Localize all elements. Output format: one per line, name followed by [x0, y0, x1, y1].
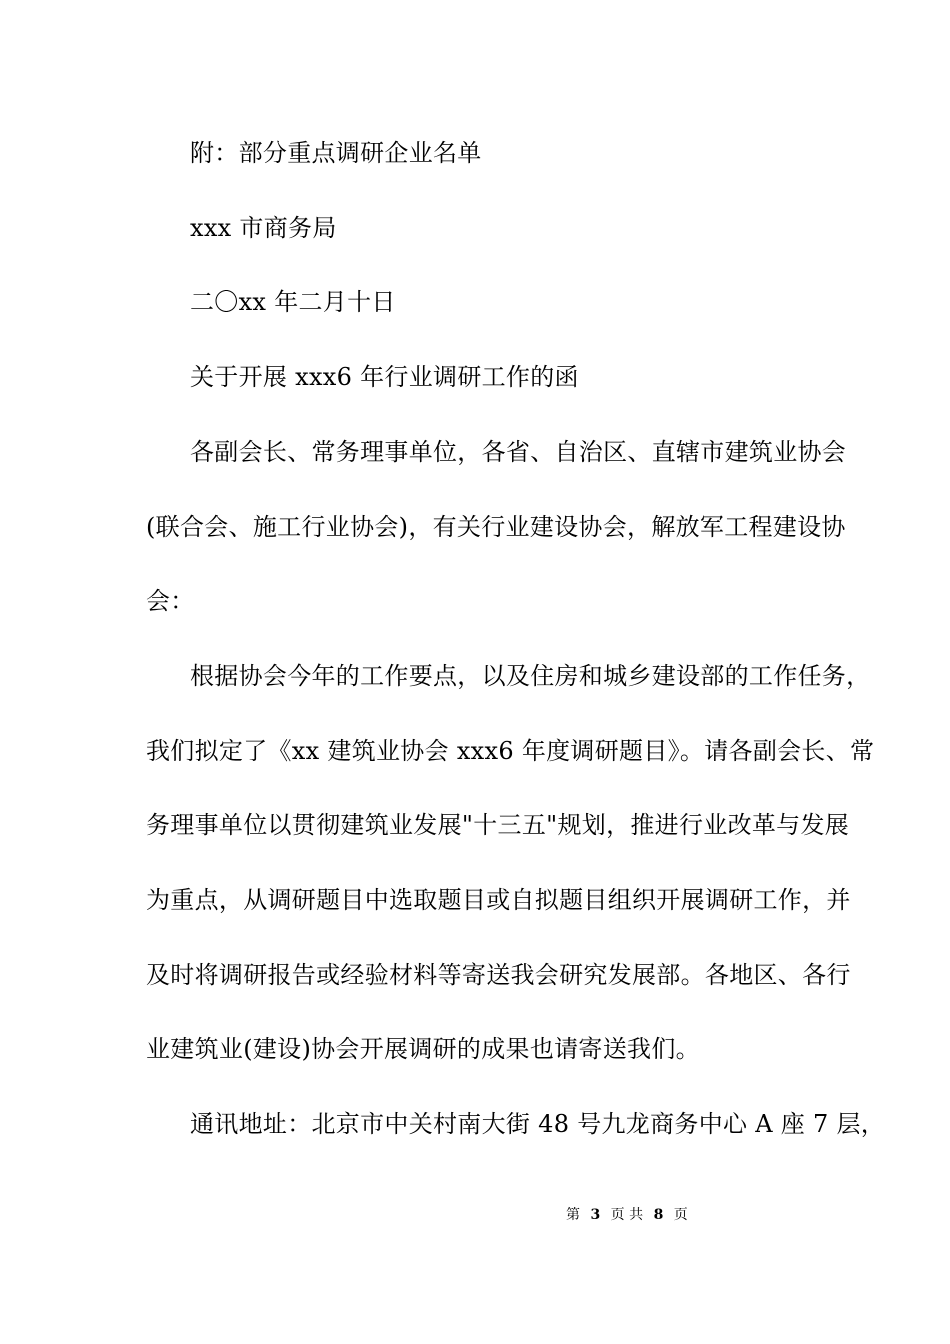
appendix-note: 附：部分重点调研企业名单	[190, 139, 482, 167]
current-page-number: 3	[590, 1207, 601, 1223]
body-line: 务理事单位以贯彻建筑业发展"十三五"规划，推进行业改革与发展	[146, 811, 850, 839]
body-line: 根据协会今年的工作要点，以及住房和城乡建设部的工作任务，	[190, 662, 871, 690]
body-line: 为重点，从调研题目中选取题目或自拟题目组织开展调研工作，并	[146, 886, 851, 914]
page-footer	[566, 1206, 688, 1224]
footer-prefix: 第	[566, 1207, 580, 1223]
body-line: 业建筑业(建设)协会开展调研的成果也请寄送我们。	[146, 1035, 700, 1063]
letter-title: 关于开展 xxx6 年行业调研工作的函	[190, 363, 579, 391]
address-line: 通讯地址：北京市中关村南大街 48 号九龙商务中心 A 座 7 层，	[190, 1110, 886, 1138]
salutation-line: 各副会长、常务理事单位，各省、自治区、直辖市建筑业协会	[190, 438, 847, 466]
salutation-line: (联合会、施工行业协会)，有关行业建设协会，解放军工程建设协	[146, 513, 846, 541]
footer-middle: 页 共	[610, 1207, 644, 1223]
body-line: 我们拟定了《xx 建筑业协会 xxx6 年度调研题目》。请各副会长、常	[146, 737, 875, 765]
salutation-line: 会：	[146, 587, 195, 615]
body-line: 及时将调研报告或经验材料等寄送我会研究发展部。各地区、各行	[146, 961, 851, 989]
issue-date: 二〇xx 年二月十日	[190, 288, 396, 316]
total-page-count: 8	[653, 1207, 664, 1223]
footer-suffix: 页	[673, 1207, 688, 1223]
issuer-name: xxx 市商务局	[190, 214, 337, 242]
